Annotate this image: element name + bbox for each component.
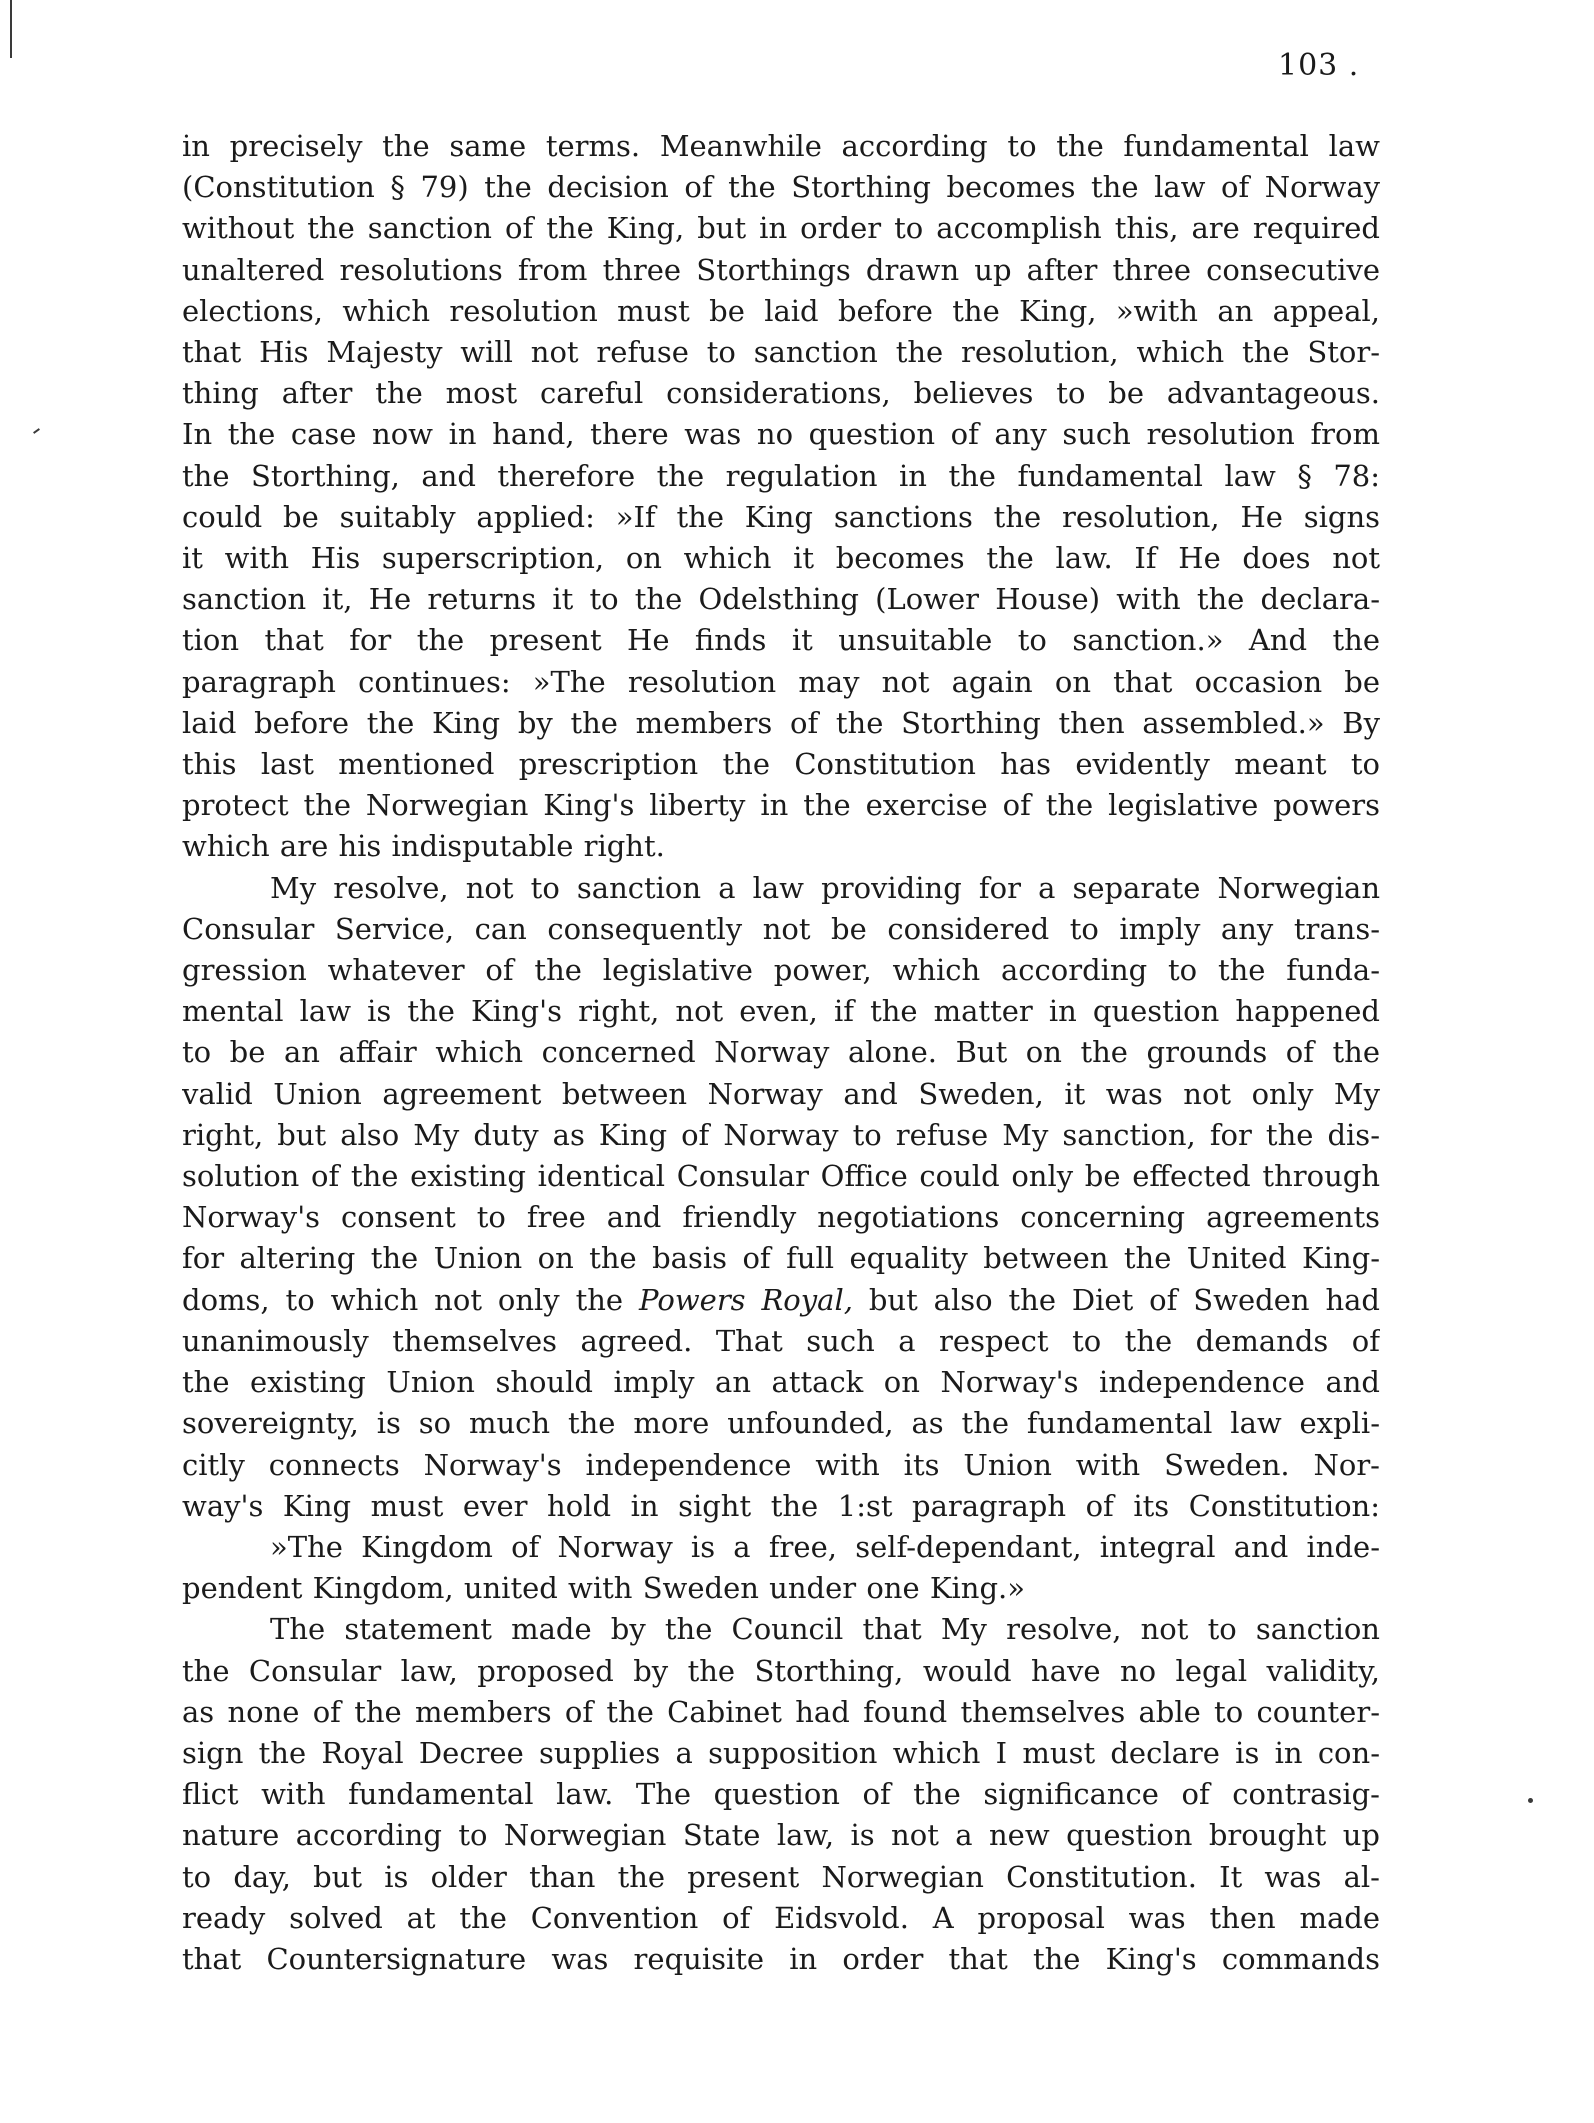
text-line: without the sanction of the King, but in order to accomplish this, are required: [182, 211, 1380, 246]
text-line: mental law is the King's right, not even, if the matter in question happened: [182, 994, 1380, 1029]
text-line: protect the Norwegian King's liberty in the exercise of the legislative powers: [182, 788, 1380, 823]
text-line: the Consular law, proposed by the Storthing, would have no legal validity,: [182, 1653, 1380, 1688]
paragraph-4: [182, 1609, 1380, 1980]
text-line: the existing Union should imply an attack on Norway's independence and: [182, 1365, 1380, 1400]
text-line: thing after the most careful considerations, believes to be advantageous.: [182, 376, 1380, 411]
text-line: could be suitably applied: »If the King sanctions the resolution, He signs: [182, 499, 1380, 534]
text-line: in precisely the same terms. Meanwhile according to the fundamental law: [182, 129, 1380, 163]
text-line: that His Majesty will not refuse to sanction the resolution, which the Stor-: [182, 335, 1380, 370]
text-line: paragraph continues: »The resolution may not again on that occasion be: [182, 664, 1380, 699]
text-line: sign the Royal Decree supplies a supposition which I must declare is in con-: [182, 1735, 1380, 1770]
text-line: it with His superscription, on which it becomes the law. If He does not: [182, 541, 1380, 576]
text-segment: but also the Diet of Sweden had: [852, 1282, 1380, 1317]
text-line: for altering the Union on the basis of full equality between the United King-: [182, 1241, 1380, 1276]
text-line: ready solved at the Convention of Eidsvold. A proposal was then made: [182, 1900, 1380, 1935]
text-line: pendent Kingdom, united with Sweden under one King.»: [182, 1571, 1025, 1606]
text-line: sovereignty, is so much the more unfounded, as the fundamental law expli-: [182, 1406, 1380, 1441]
text-line: citly connects Norway's independence with its Union with Sweden. Nor-: [182, 1447, 1380, 1482]
text-line: The statement made by the Council that My resolve, not to sanction: [270, 1612, 1380, 1647]
paragraph-2: [182, 868, 1380, 1527]
text-line: solution of the existing identical Consular Office could only be effected through: [182, 1159, 1380, 1194]
text-line: Consular Service, can consequently not be considered to imply any trans-: [182, 911, 1380, 946]
text-line: to day, but is older than the present Norwegian Constitution. It was al-: [182, 1859, 1380, 1894]
text-line: laid before the King by the members of the Storthing then assembled.» By: [182, 705, 1380, 740]
text-line: valid Union agreement between Norway and Sweden, it was not only My: [182, 1076, 1380, 1111]
text-line: flict with fundamental law. The question of the significance of contrasig-: [182, 1777, 1380, 1812]
quoted-constitution: [182, 1527, 1380, 1609]
text-line: [182, 1280, 1380, 1321]
text-line: way's King must ever hold in sight the 1:st paragraph of its Constitution:: [182, 1488, 1380, 1523]
text-line: unanimously themselves agreed. That such a respect to the demands of: [182, 1323, 1380, 1358]
text-line: In the case now in hand, there was no question of any such resolution from: [182, 417, 1380, 452]
text-line: (Constitution § 79) the decision of the Storthing becomes the law of Norway: [182, 170, 1380, 205]
italic-phrase: Powers Royal,: [639, 1282, 853, 1317]
scan-margin-tick: [33, 428, 40, 434]
text-line: that Countersignature was requisite in order that the King's commands: [182, 1941, 1380, 1976]
scan-margin-mark: [10, 0, 12, 58]
page-number: 103 .: [1278, 48, 1360, 83]
text-line: right, but also My duty as King of Norway to refuse My sanction, for the dis-: [182, 1117, 1380, 1152]
text-line: tion that for the present He finds it unsuitable to sanction.» And the: [182, 623, 1380, 658]
text-line: the Storthing, and therefore the regulation in the fundamental law § 78:: [182, 458, 1380, 493]
text-line: gression whatever of the legislative power, which according to the funda-: [182, 953, 1380, 988]
text-line: My resolve, not to sanction a law providing for a separate Norwegian: [270, 870, 1380, 905]
body-text: [182, 126, 1380, 1980]
text-line: unaltered resolutions from three Storthings drawn up after three consecutive: [182, 252, 1380, 287]
paragraph-1: [182, 126, 1380, 868]
text-line: this last mentioned prescription the Constitution has evidently meant to: [182, 747, 1380, 782]
text-line: which are his indisputable right.: [182, 829, 665, 864]
text-line: Norway's consent to free and friendly negotiations concerning agreements: [182, 1200, 1380, 1235]
text-line: as none of the members of the Cabinet had found themselves able to counter-: [182, 1694, 1380, 1729]
scan-dot-mark: [1528, 1798, 1533, 1803]
text-segment: doms, to which not only the: [182, 1282, 640, 1317]
text-line: to be an affair which concerned Norway alone. But on the grounds of the: [182, 1035, 1380, 1070]
text-line: sanction it, He returns it to the Odelsthing (Lower House) with the declara-: [182, 582, 1380, 617]
text-line: nature according to Norwegian State law, is not a new question brought up: [182, 1818, 1380, 1853]
text-line: elections, which resolution must be laid before the King, »with an appeal,: [182, 293, 1380, 328]
text-line: »The Kingdom of Norway is a free, self-dependant, integral and inde-: [270, 1529, 1380, 1564]
